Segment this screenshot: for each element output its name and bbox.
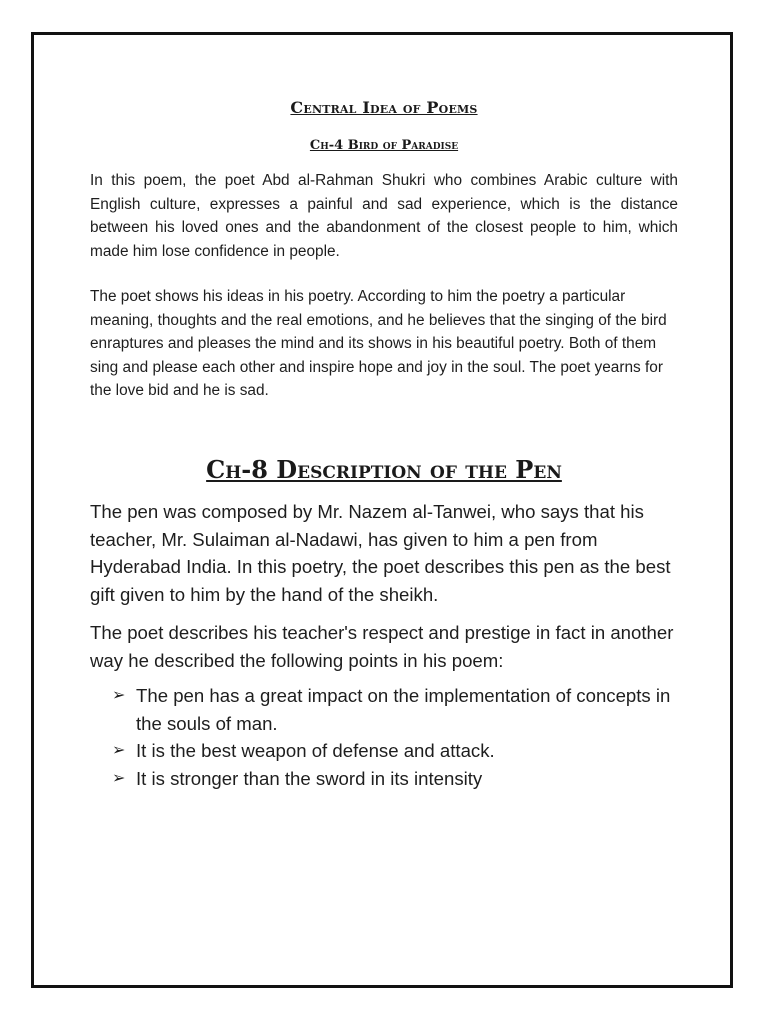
paragraph-bird-of-paradise-1: In this poem, the poet Abd al-Rahman Shukri who combines Arabic culture with English culture, expresses a painful and sad experience, which is the distance between his loved ones and the abandonment of the closest people to him, which made him lose confidence in people.: [90, 172, 678, 260]
arrow-bullet-icon: ➢: [112, 769, 126, 787]
section-heading-bird-of-paradise: Ch-4 Bird of Paradise: [309, 138, 459, 153]
pen-points-list: [112, 682, 682, 792]
list-item: [112, 737, 682, 765]
paragraph-bird-of-paradise-2: The poet shows his ideas in his poetry. According to him the poetry a particular meaning, thoughts and the real emotions, and he believes that the singing of the bird enraptures and pleases the mind and its shows in his beautiful poetry. Both of them sing and please each other and inspire hope and joy in the soul. The poet yearns for the love bid and he is sad.: [90, 288, 667, 399]
section-heading-description-of-pen: Ch-8 Description of the Pen: [206, 455, 562, 484]
paragraph-pen-1: The pen was composed by Mr. Nazem al-Tanwei, who says that his teacher, Mr. Sulaiman al-Nadawi, has given to him a pen from Hyderabad India. In this poetry, the poet describes this pen as the best gift given to him by the hand of the sheikh.: [90, 501, 671, 605]
document-title: Central Idea of Poems: [290, 98, 478, 117]
list-item: [112, 682, 682, 737]
list-item: [112, 765, 682, 793]
arrow-bullet-icon: ➢: [112, 687, 126, 704]
list-item-text: It is stronger than the sword in its intensity: [136, 767, 483, 789]
list-item-text: The pen has a great impact on the implementation of concepts in the souls of man.: [136, 685, 671, 734]
paragraph-pen-2: The poet describes his teacher's respect and prestige in fact in another way he described the following points in his poem:: [90, 622, 674, 671]
list-item-text: It is the best weapon of defense and attack.: [136, 740, 495, 761]
arrow-bullet-icon: ➢: [112, 742, 126, 759]
